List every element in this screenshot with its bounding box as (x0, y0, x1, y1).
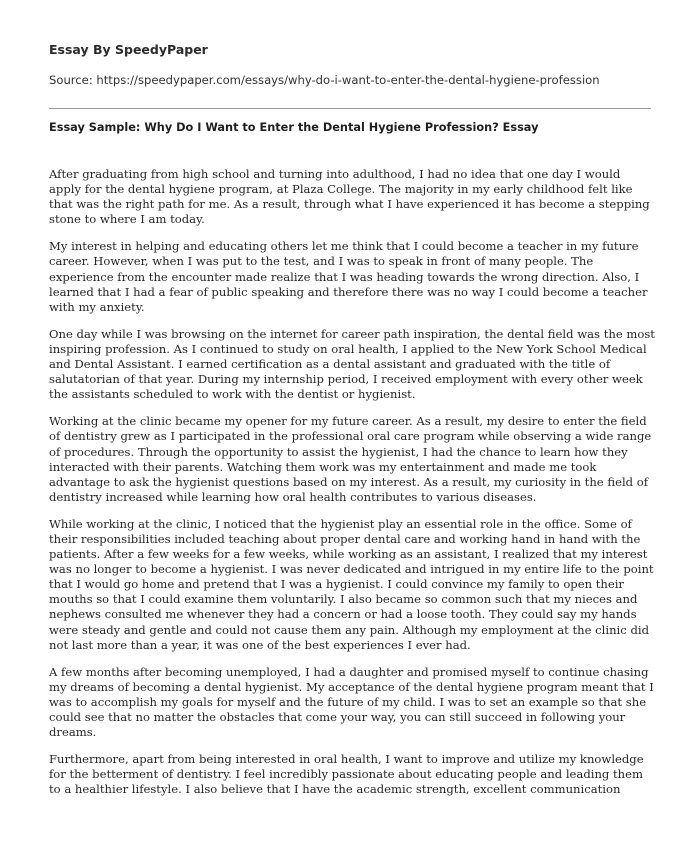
source-line: Source: https://speedypaper.com/essays/why-do-i-want-to-enter-the-dental-hygiene-profession (49, 73, 600, 87)
brand-heading: Essay By SpeedyPaper (49, 42, 208, 57)
header-divider (49, 108, 651, 109)
essay-paragraph-1: After graduating from high school and turning into adulthood, I had no idea that one day I would apply for the dental hygiene program, at Plaza College. The majority in my early childhood felt like that was the right path for me. As a result, through what I have experienced it has become a stepping stone to where I am today. (49, 167, 650, 227)
essay-paragraph-3: One day while I was browsing on the internet for career path inspiration, the dental field was the most inspiring profession. As I continued to study on oral health, I applied to the New York School Medical and Dental Assistant. I earned certification as a dental assistant and graduated with the title of salutatorian of that year. During my internship period, I received employment with every other week the assistants scheduled to work with the dentist or hygienist. (49, 326, 655, 402)
essay-body (49, 167, 655, 809)
essay-paragraph-2: My interest in helping and educating others let me think that I could become a teacher in my future career. However, when I was put to the test, and I was to speak in front of many people. The experience from the encounter made realize that I was heading towards the wrong direction. Also, I learned that I had a fear of public speaking and therefore there was no way I could become a teacher with my anxiety. (49, 239, 648, 314)
document-header (49, 42, 659, 88)
essay-paragraph-5: While working at the clinic, I noticed that the hygienist play an essential role in the office. Some of their responsibilities included teaching about proper dental care and working hand in hand with the patients. After a few weeks for a few weeks, while working as an assistant, I realized that my interest was no longer to become a hygienist. I was never dedicated and intrigued in my entire life to the point that I would go home and pretend that I was a hygienist. I could convince my family to open their mouths so that I could examine them voluntarily. I also became so common such that my nieces and nephews consulted me whenever they had a concern or had a loose tooth. They could say my hands were steady and gentle and could not cause them any pain. Although my employment at the clinic did not last more than a year, it was one of the best experiences I ever had. (49, 516, 654, 652)
essay-paragraph-7: Furthermore, apart from being interested in oral health, I want to improve and utilize my knowledge for the betterment of dentistry. I feel incredibly passionate about educating people and leading them to a healthier lifestyle. I also believe that I have the academic strength, excellent communication (49, 752, 644, 797)
essay-title: Essay Sample: Why Do I Want to Enter the Dental Hygiene Profession? Essay (49, 121, 539, 134)
essay-paragraph-4: Working at the clinic became my opener for my future career. As a result, my desire to enter the field of dentistry grew as I participated in the professional oral care program while observing a wide range of procedures. Through the opportunity to assist the hygienist, I had the chance to learn how they interacted with their parents. Watching them work was my entertainment and made me took advantage to ask the hygienist questions based on my interest. As a result, my curiosity in the field of dentistry increased while learning how oral health contributes to various diseases. (49, 414, 652, 504)
essay-paragraph-6: A few months after becoming unemployed, I had a daughter and promised myself to continue chasing my dreams of becoming a dental hygienist. My acceptance of the dental hygiene program meant that I was to accomplish my goals for myself and the future of my child. I was to set an example so that she could see that no matter the obstacles that come your way, you can still succeed in following your dreams. (49, 664, 654, 740)
